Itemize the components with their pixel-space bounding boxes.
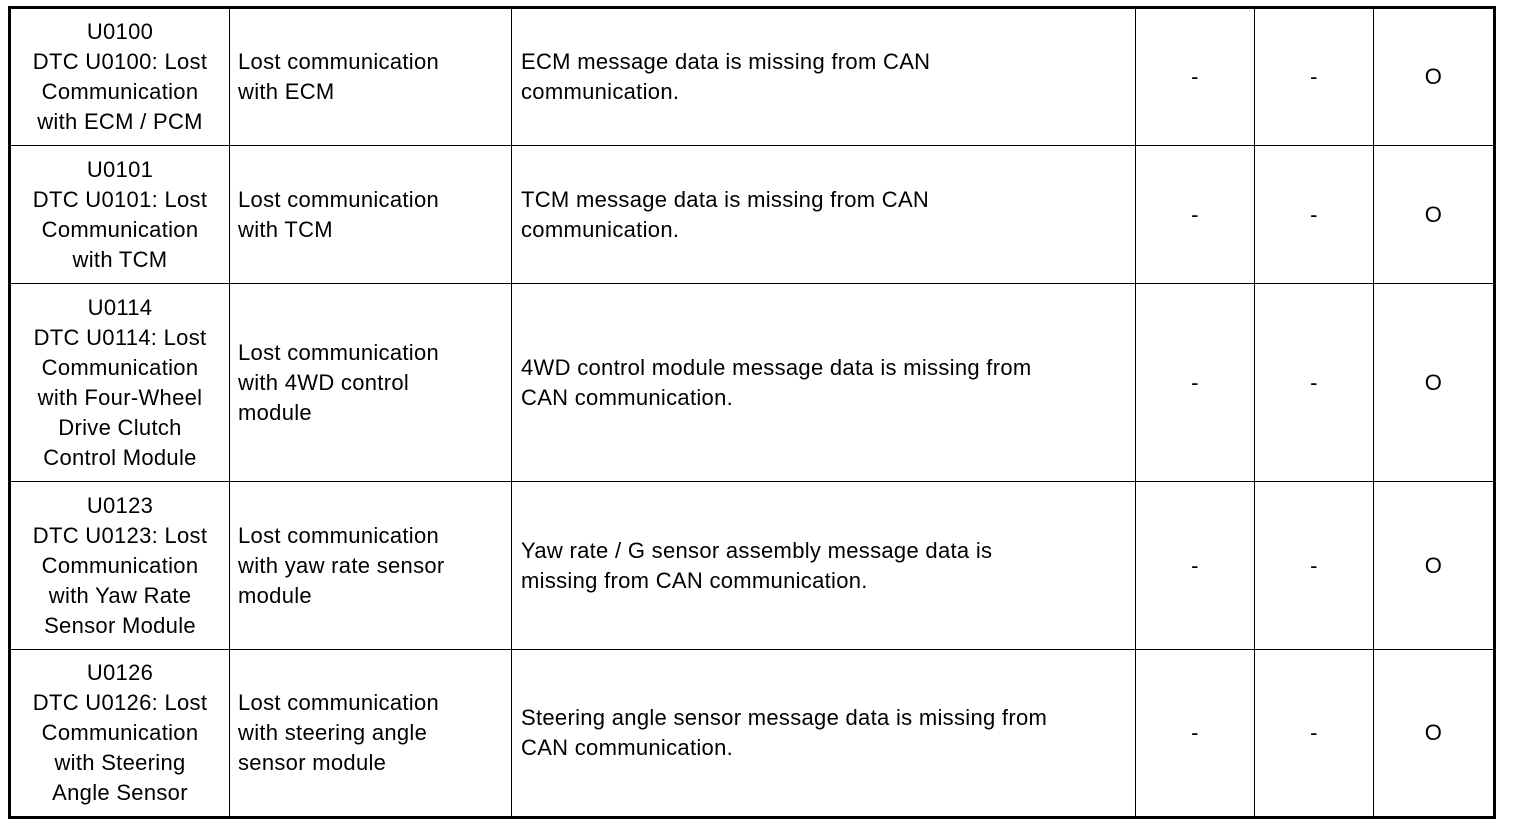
mark-cell-5: - [1255,8,1374,146]
dtc-cell-line: DTC U0101: Lost [32,186,208,212]
item-cell [230,650,512,818]
mark-cell-5: - [1255,482,1374,650]
dtc-cell-line: Communication [41,354,199,380]
item-cell-line: module [238,399,312,425]
mark-cell-6: O [1374,284,1495,482]
item-cell-line: with 4WD control [238,369,410,395]
mark-cell-4: - [1136,8,1255,146]
table-row [10,650,1495,818]
condition-cell-line: TCM message data is missing from CAN [521,186,930,212]
condition-cell-line: missing from CAN communication. [521,567,868,593]
dtc-cell-line: with ECM / PCM [37,109,203,134]
condition-cell-line: communication. [521,79,680,104]
dtc-cell [10,650,230,818]
dtc-cell-line: Communication [41,216,199,242]
dtc-cell-line: Drive Clutch [58,414,182,440]
condition-cell-line: Yaw rate / G sensor assembly message data is [521,537,993,563]
item-cell-line: with steering angle [238,720,428,745]
dtc-cell-line: U0114 [87,294,153,320]
item-cell [230,284,512,482]
item-cell-line: Lost communication [238,522,440,548]
condition-cell [512,146,1136,284]
item-cell [230,482,512,650]
dtc-cell-line: DTC U0100: Lost [32,49,208,74]
item-cell-line: Lost communication [238,690,440,715]
dtc-cell-line: U0101 [86,156,154,182]
dtc-cell-line: with Yaw Rate [48,582,192,608]
condition-cell-line: CAN communication. [521,384,734,410]
mark-cell-4: - [1136,482,1255,650]
item-cell-line: Lost communication [238,186,440,212]
mark-cell-5: - [1255,146,1374,284]
item-cell-line: module [238,582,312,608]
mark-cell-6: O [1374,650,1495,818]
table-row [10,8,1495,146]
mark-cell-5: - [1255,284,1374,482]
mark-cell-4: - [1136,146,1255,284]
dtc-cell-line: with Steering [54,750,186,775]
mark-cell-4: - [1136,650,1255,818]
dtc-cell-line: DTC U0114: Lost [33,324,207,350]
mark-cell-6: O [1374,146,1495,284]
table-row [10,284,1495,482]
dtc-cell [10,146,230,284]
condition-cell-line: communication. [521,216,680,242]
mark-cell-6: O [1374,482,1495,650]
dtc-table [8,6,1496,819]
condition-cell [512,650,1136,818]
dtc-cell-line: Communication [41,79,199,104]
condition-cell [512,482,1136,650]
mark-cell-5: - [1255,650,1374,818]
item-cell-line: Lost communication [238,339,440,365]
dtc-cell [10,8,230,146]
dtc-cell-line: DTC U0126: Lost [32,690,208,715]
dtc-cell [10,482,230,650]
item-cell-line: with TCM [238,216,333,242]
dtc-cell-line: with TCM [72,246,168,272]
dtc-table-body [10,8,1495,818]
dtc-cell-line: Communication [41,552,199,578]
item-cell-line: sensor module [238,750,387,775]
item-cell [230,146,512,284]
dtc-cell-line: Sensor Module [44,612,196,638]
dtc-cell-line: U0126 [86,660,154,685]
dtc-cell [10,284,230,482]
dtc-cell-line: DTC U0123: Lost [32,522,208,548]
mark-cell-6: O [1374,8,1495,146]
item-cell-line: Lost communication [238,49,440,74]
item-cell-line: with yaw rate sensor [238,552,445,578]
condition-cell [512,284,1136,482]
table-row [10,146,1495,284]
dtc-cell-line: U0100 [86,19,154,44]
condition-cell-line: 4WD control module message data is missing from [521,354,1032,380]
dtc-cell-line: U0123 [86,492,154,518]
condition-cell-line: CAN communication. [521,735,734,760]
condition-cell [512,8,1136,146]
dtc-cell-line: Angle Sensor [52,780,188,805]
condition-cell-line: ECM message data is missing from CAN [521,49,931,74]
dtc-cell-line: Communication [41,720,199,745]
mark-cell-4: - [1136,284,1255,482]
item-cell-line: with ECM [238,79,335,104]
condition-cell-line: Steering angle sensor message data is missing from [521,705,1048,730]
item-cell [230,8,512,146]
dtc-cell-line: Control Module [43,444,197,470]
dtc-cell-line: with Four-Wheel [37,384,203,410]
table-row [10,482,1495,650]
